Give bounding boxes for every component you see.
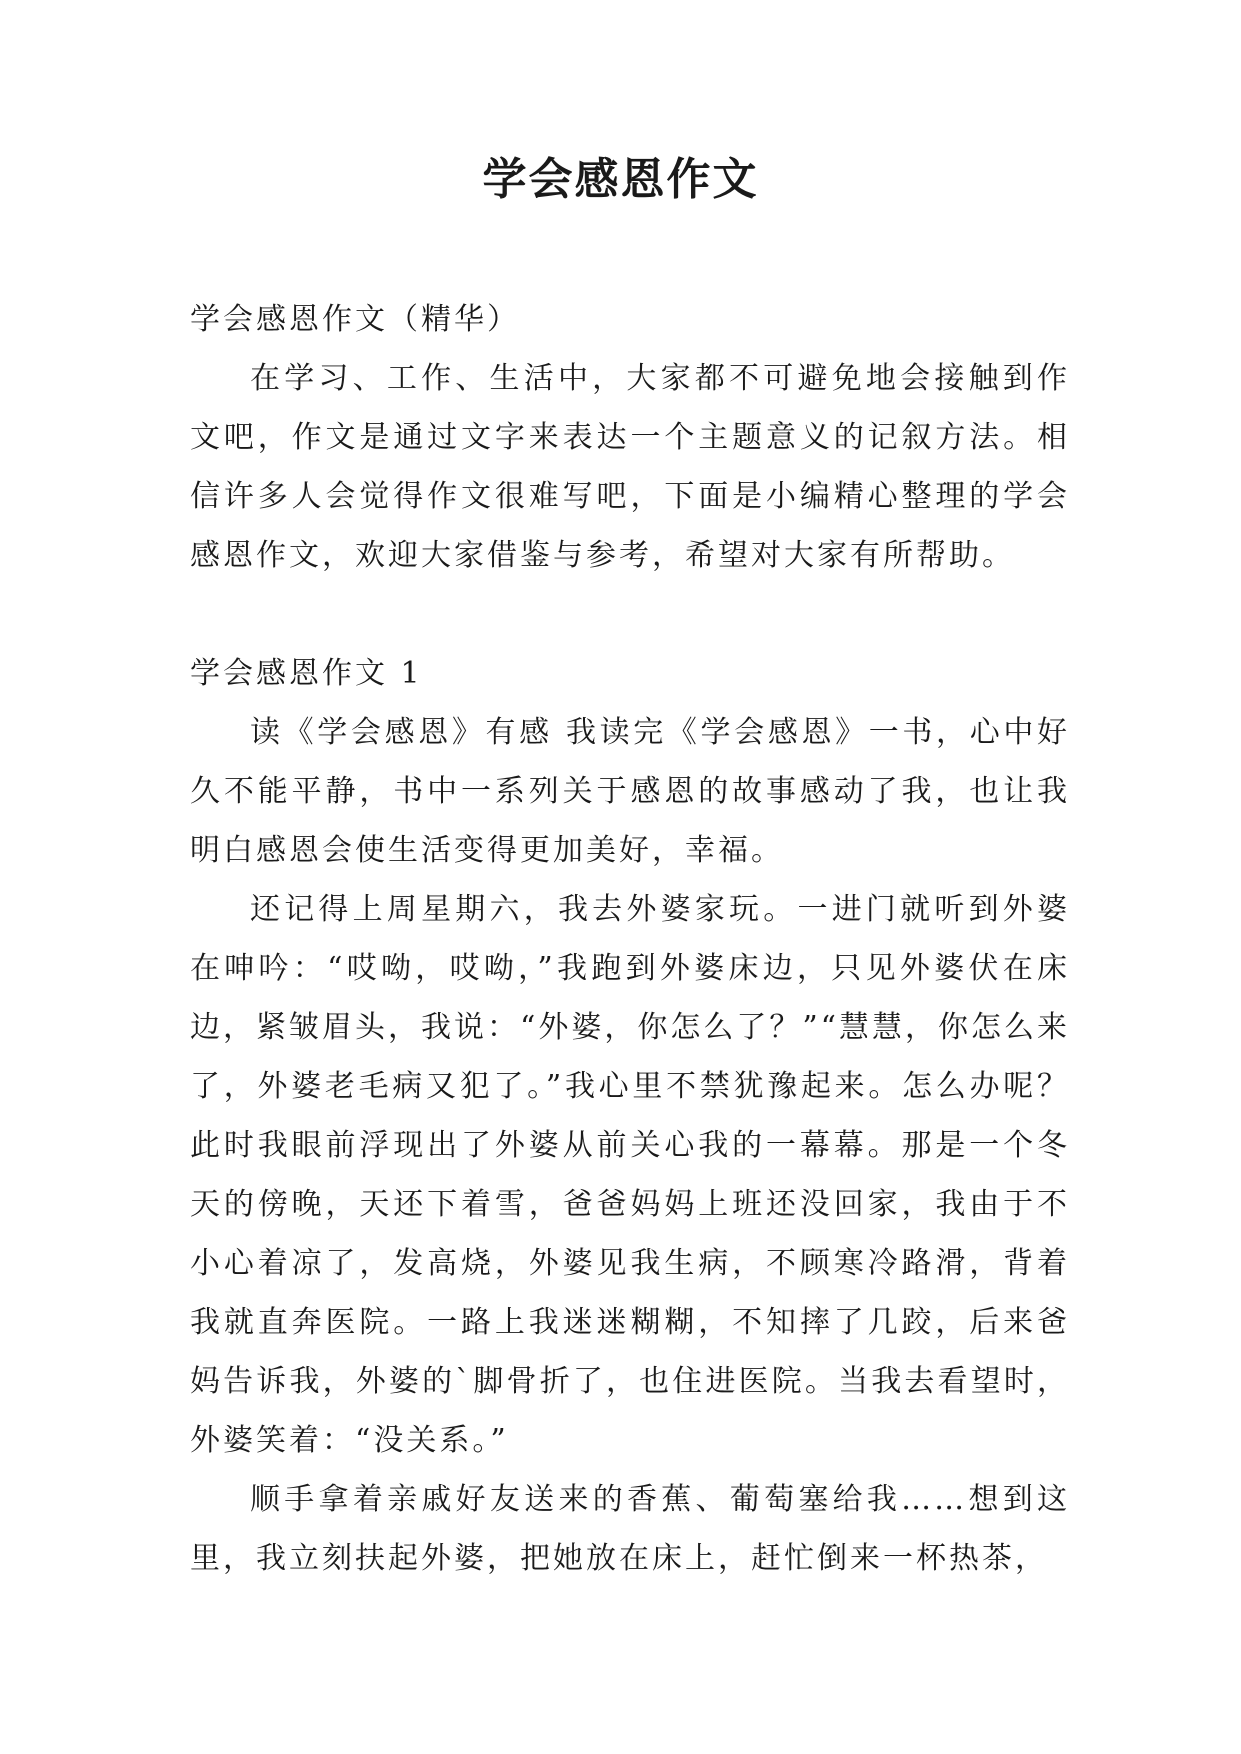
subtitle: 学会感恩作文（精华） [190,302,520,337]
section-heading: 学会感恩作文 1 [190,656,423,691]
document-body [190,290,1070,1588]
section-gap [190,585,1070,644]
paragraph-1: 读《学会感恩》有感 我读完《学会感恩》一书，心中好久不能平静，书中一系列关于感恩的故事感动了我，也让我明白感恩会使生活变得更加美好，幸福。 [190,715,1070,868]
paragraph-2: 还记得上周星期六，我去外婆家玩。一进门就听到外婆在呻吟：“哎呦，哎呦，”我跑到外婆床边，只见外婆伏在床边，紧皱眉头，我说：“外婆，你怎么了？”“慧慧，你怎么来了，外婆老毛病又犯了。”我心里不禁犹豫起来。怎么办呢？此时我眼前浮现出了外婆从前关心我的一幕幕。那是一个冬天的傍晚，天还下着雪，爸爸妈妈上班还没回家，我由于不小心着凉了，发高烧，外婆见我生病，不顾寒冷路滑，背着我就直奔医院。一路上我迷迷糊糊，不知摔了几跤，后来爸妈告诉我，外婆的`脚骨折了，也住进医院。当我去看望时，外婆笑着：“没关系。” [190,892,1071,1458]
document-title: 学会感恩作文 [482,154,759,205]
paragraph-3: 顺手拿着亲戚好友送来的香蕉、葡萄塞给我……想到这里，我立刻扶起外婆，把她放在床上，赶忙倒来一杯热茶， [190,1482,1070,1576]
intro-paragraph: 在学习、工作、生活中，大家都不可避免地会接触到作文吧，作文是通过文字来表达一个主题意义的记叙方法。相信许多人会觉得作文很难写吧，下面是小编精心整理的学会感恩作文，欢迎大家借鉴与参考，希望对大家有所帮助。 [190,361,1070,573]
